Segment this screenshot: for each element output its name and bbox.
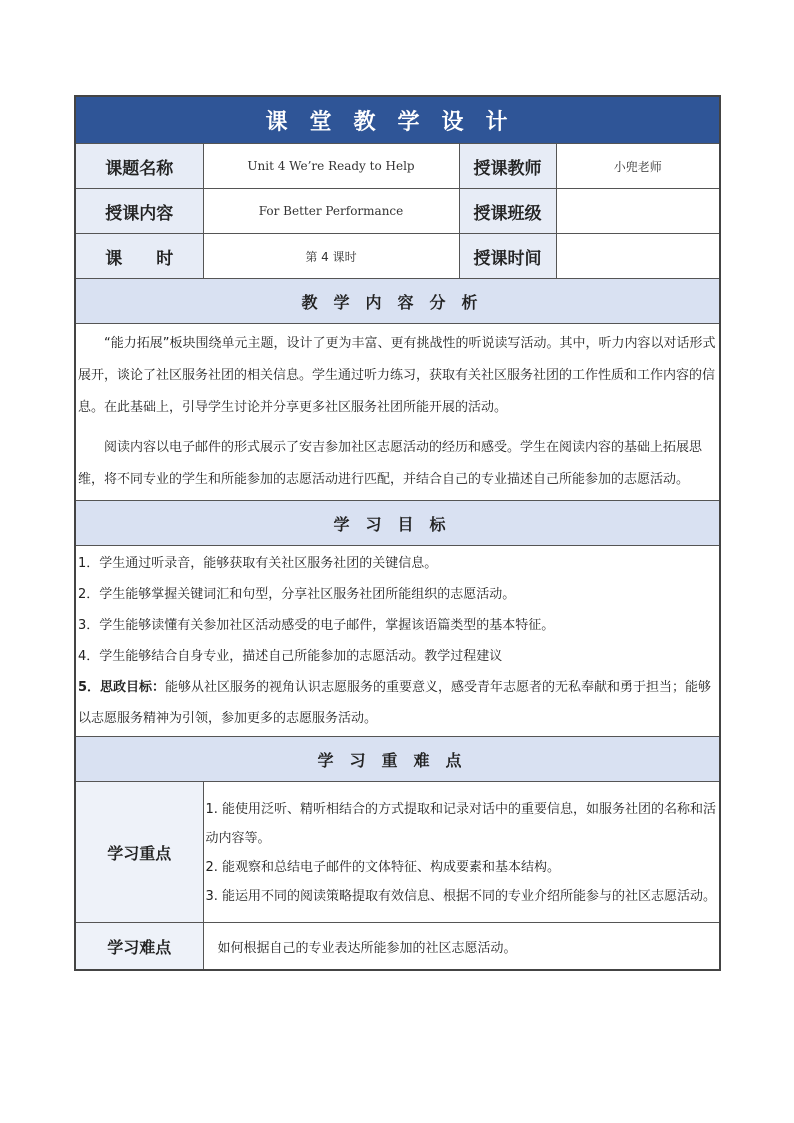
class-label: 授课班级 bbox=[459, 189, 556, 234]
keypoints-heading: 学习重难点 bbox=[75, 737, 720, 782]
objective-item-ideological bbox=[78, 672, 717, 734]
class-value bbox=[556, 189, 720, 234]
objective-item: 3．学生能够读懂有关参加社区活动感受的电子邮件，掌握该语篇类型的基本特征。 bbox=[78, 618, 555, 633]
difficulty-label: 学习难点 bbox=[75, 923, 203, 971]
lesson-plan-sheet bbox=[74, 95, 719, 971]
teacher-value: 小兜老师 bbox=[556, 144, 720, 189]
period-value: 第 4 课时 bbox=[203, 234, 459, 279]
focus-item: 1. 能使用泛听、精听相结合的方式提取和记录对话中的重要信息，如服务社团的名称和活动内容等。 bbox=[205, 802, 717, 846]
objectives-body bbox=[75, 546, 720, 737]
objective-item: 1．学生通过听录音，能够获取有关社区服务社团的关键信息。 bbox=[78, 556, 438, 571]
course-label: 课题名称 bbox=[75, 144, 203, 189]
lesson-plan-table bbox=[74, 95, 721, 971]
focus-item: 2. 能观察和总结电子邮件的文体特征、构成要素和基本结构。 bbox=[205, 860, 561, 875]
document-title: 课堂教学设计 bbox=[75, 96, 720, 144]
analysis-heading: 教学内容分析 bbox=[75, 279, 720, 324]
objective-item-prefix: 5．思政目标： bbox=[78, 680, 166, 695]
focus-body bbox=[203, 782, 720, 923]
analysis-body bbox=[75, 324, 720, 501]
objective-item: 2．学生能够掌握关键词汇和句型，分享社区服务社团所能组织的志愿活动。 bbox=[78, 587, 516, 602]
objective-item-text: 能够从社区服务的视角认识志愿服务的重要意义，感受青年志愿者的无私奉献和勇于担当；能够以志愿服务精神为引领，参加更多的志愿服务活动。 bbox=[78, 680, 712, 726]
time-value bbox=[556, 234, 720, 279]
objectives-heading: 学习目标 bbox=[75, 501, 720, 546]
period-label: 课 时 bbox=[75, 234, 203, 279]
analysis-paragraph: 阅读内容以电子邮件的形式展示了安吉参加社区志愿活动的经历和感受。学生在阅读内容的基础上拓展思维，将不同专业的学生和所能参加的志愿活动进行匹配，并结合自己的专业描述自己所能参加的志愿活动。 bbox=[78, 440, 703, 487]
difficulty-text: 如何根据自己的专业表达所能参加的社区志愿活动。 bbox=[203, 923, 720, 971]
analysis-paragraph: “能力拓展”板块围绕单元主题，设计了更为丰富、更有挑战性的听说读写活动。其中，听力内容以对话形式展开，谈论了社区服务社团的相关信息。学生通过听力练习，获取有关社区服务社团的工作性质和工作内容的信息。在此基础上，引导学生讨论并分享更多社区服务社团所能开展的活动。 bbox=[78, 336, 716, 415]
teacher-label: 授课教师 bbox=[459, 144, 556, 189]
focus-item: 3. 能运用不同的阅读策略提取有效信息、根据不同的专业介绍所能参与的社区志愿活动。 bbox=[205, 889, 717, 904]
focus-label: 学习重点 bbox=[75, 782, 203, 923]
time-label: 授课时间 bbox=[459, 234, 556, 279]
content-value: For Better Performance bbox=[203, 189, 459, 234]
course-value: Unit 4 We’re Ready to Help bbox=[203, 144, 459, 189]
content-label: 授课内容 bbox=[75, 189, 203, 234]
objective-item: 4．学生能够结合自身专业，描述自己所能参加的志愿活动。教学过程建议 bbox=[78, 649, 503, 664]
